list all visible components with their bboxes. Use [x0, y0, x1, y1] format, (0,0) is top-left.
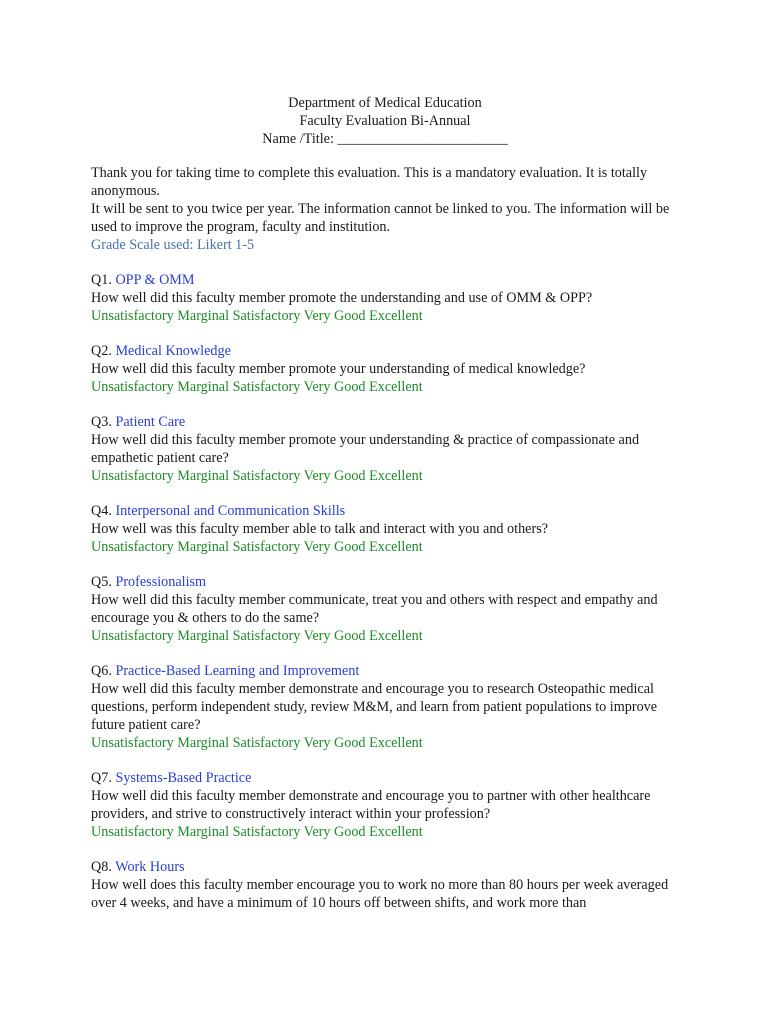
intro-section: [91, 164, 691, 254]
scale-excellent[interactable]: Excellent: [369, 308, 423, 324]
scale-excellent[interactable]: Excellent: [369, 539, 423, 555]
scale-unsatisfactory[interactable]: Unsatisfactory: [91, 308, 174, 324]
rating-scale: [91, 627, 691, 645]
scale-excellent[interactable]: Excellent: [369, 628, 423, 644]
scale-excellent[interactable]: Excellent: [369, 824, 423, 840]
question-topic: Work Hours: [115, 859, 185, 875]
question-heading: [91, 502, 691, 520]
question-heading: [91, 858, 691, 876]
question-topic: OPP & OMM: [115, 272, 195, 288]
grade-scale-note: Grade Scale used: Likert 1-5: [91, 237, 255, 253]
scale-unsatisfactory[interactable]: Unsatisfactory: [91, 824, 174, 840]
question-heading: [91, 413, 691, 431]
scale-very-good[interactable]: Very Good: [303, 308, 366, 324]
scale-satisfactory[interactable]: Satisfactory: [232, 308, 301, 324]
scale-very-good[interactable]: Very Good: [303, 628, 366, 644]
question-topic: Patient Care: [115, 414, 186, 430]
question-2: [91, 342, 691, 396]
scale-very-good[interactable]: Very Good: [303, 735, 366, 751]
scale-very-good[interactable]: Very Good: [303, 468, 366, 484]
question-heading: [91, 662, 691, 680]
scale-very-good[interactable]: Very Good: [303, 379, 366, 395]
question-number: Q8.: [91, 859, 112, 875]
question-6: [91, 662, 691, 752]
scale-satisfactory[interactable]: Satisfactory: [232, 628, 301, 644]
question-number: Q3.: [91, 414, 112, 430]
question-text: How well was this faculty member able to talk and interact with you and others?: [91, 521, 549, 537]
scale-satisfactory[interactable]: Satisfactory: [232, 379, 301, 395]
scale-very-good[interactable]: Very Good: [303, 539, 366, 555]
question-7: [91, 769, 691, 841]
questions-list: [91, 271, 691, 912]
department-title: Department of Medical Education: [288, 95, 482, 111]
scale-unsatisfactory[interactable]: Unsatisfactory: [91, 379, 174, 395]
question-text: How well did this faculty member promote the understanding and use of OMM & OPP?: [91, 290, 593, 306]
intro-paragraph-2: It will be sent to you twice per year. The information cannot be linked to you. The information will be used to improve the program, faculty and institution.: [91, 201, 670, 235]
question-4: [91, 502, 691, 556]
rating-scale: [91, 378, 691, 396]
question-topic: Medical Knowledge: [115, 343, 231, 359]
document-header: [91, 94, 679, 148]
rating-scale: [91, 734, 691, 752]
scale-marginal[interactable]: Marginal: [177, 824, 230, 840]
scale-marginal[interactable]: Marginal: [177, 468, 230, 484]
form-title: Faculty Evaluation Bi-Annual: [299, 113, 471, 129]
scale-unsatisfactory[interactable]: Unsatisfactory: [91, 735, 174, 751]
question-number: Q7.: [91, 770, 112, 786]
question-text: How well did this faculty member demonstrate and encourage you to partner with other healthcare providers, and strive to constructively interact within your profession?: [91, 788, 651, 822]
scale-marginal[interactable]: Marginal: [177, 308, 230, 324]
rating-scale: [91, 467, 691, 485]
scale-marginal[interactable]: Marginal: [177, 628, 230, 644]
question-heading: [91, 271, 691, 289]
question-number: Q4.: [91, 503, 112, 519]
rating-scale: [91, 307, 691, 325]
question-topic: Systems-Based Practice: [115, 770, 252, 786]
scale-excellent[interactable]: Excellent: [369, 379, 423, 395]
rating-scale: [91, 823, 691, 841]
scale-satisfactory[interactable]: Satisfactory: [232, 824, 301, 840]
question-topic: Professionalism: [115, 574, 207, 590]
scale-excellent[interactable]: Excellent: [369, 735, 423, 751]
scale-unsatisfactory[interactable]: Unsatisfactory: [91, 539, 174, 555]
scale-unsatisfactory[interactable]: Unsatisfactory: [91, 628, 174, 644]
scale-satisfactory[interactable]: Satisfactory: [232, 735, 301, 751]
question-number: Q6.: [91, 663, 112, 679]
question-number: Q2.: [91, 343, 112, 359]
question-1: [91, 271, 691, 325]
question-number: Q1.: [91, 272, 112, 288]
rating-scale: [91, 538, 691, 556]
question-text: How well did this faculty member promote your understanding of medical knowledge?: [91, 361, 586, 377]
scale-satisfactory[interactable]: Satisfactory: [232, 468, 301, 484]
question-topic: Practice-Based Learning and Improvement: [115, 663, 360, 679]
scale-excellent[interactable]: Excellent: [369, 468, 423, 484]
scale-satisfactory[interactable]: Satisfactory: [232, 539, 301, 555]
question-3: [91, 413, 691, 485]
question-text: How well does this faculty member encourage you to work no more than 80 hours per week averaged over 4 weeks, and have a minimum of 10 hours off between shifts, and work more than: [91, 877, 669, 911]
evaluation-document: [91, 94, 691, 912]
question-number: Q5.: [91, 574, 112, 590]
question-5: [91, 573, 691, 645]
scale-very-good[interactable]: Very Good: [303, 824, 366, 840]
scale-marginal[interactable]: Marginal: [177, 539, 230, 555]
question-8: [91, 858, 691, 912]
question-topic: Interpersonal and Communication Skills: [115, 503, 346, 519]
question-heading: [91, 342, 691, 360]
scale-unsatisfactory[interactable]: Unsatisfactory: [91, 468, 174, 484]
question-heading: [91, 769, 691, 787]
scale-marginal[interactable]: Marginal: [177, 379, 230, 395]
question-text: How well did this faculty member communicate, treat you and others with respect and empathy and encourage you & others to do the same?: [91, 592, 658, 626]
question-text: How well did this faculty member demonstrate and encourage you to research Osteopathic medical questions, perform independent study, review M&M, and learn from patient populations to improve future patient care?: [91, 681, 658, 733]
scale-marginal[interactable]: Marginal: [177, 735, 230, 751]
question-heading: [91, 573, 691, 591]
intro-paragraph-1: Thank you for taking time to complete this evaluation. This is a mandatory evaluation. It is totally anonymous.: [91, 165, 648, 199]
question-text: How well did this faculty member promote your understanding & practice of compassionate and empathetic patient care?: [91, 432, 640, 466]
name-title-line: Name /Title: ________________________: [262, 131, 508, 147]
